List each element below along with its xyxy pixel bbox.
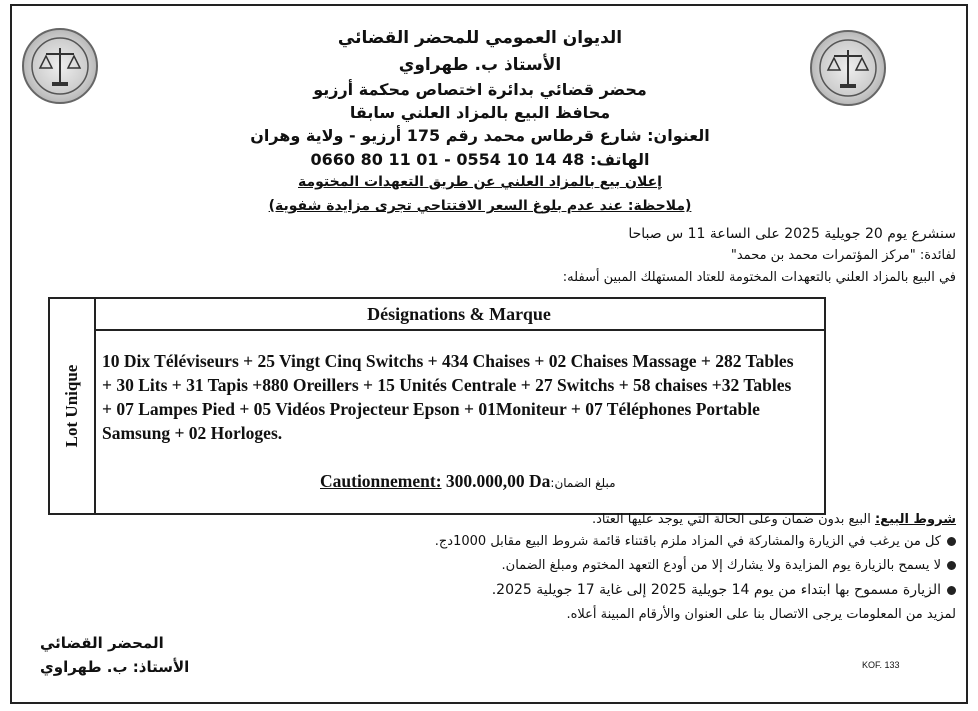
contact-line: لمزيد من المعلومات يرجى الاتصال بنا على العنوان والأرقام المبينة أعلاه.: [566, 607, 956, 622]
sale-description-line: في البيع بالمزاد العلني بالتعهدات المختومة للعتاد المستهلك المبين أسفله:: [562, 270, 956, 285]
signature-role: المحضر القضائي: [40, 634, 164, 652]
condition-item: [435, 534, 956, 549]
signature-name: الأستاذ: ب. طهراوي: [40, 658, 190, 676]
conditions-heading: [592, 512, 956, 527]
announcement-note: (ملاحظة: عند عدم بلوغ السعر الافتتاحي تجرى مزايدة شفوية): [268, 198, 692, 214]
scales-icon: [24, 30, 96, 102]
scales-icon: [812, 32, 884, 104]
condition-item: [502, 558, 956, 573]
caution-row: [320, 471, 616, 492]
address: العنوان: شارع قرطاس محمد رقم 175 أرزيو - ولاية وهران: [250, 126, 710, 145]
condition-text: الزيارة مسموح بها ابتداء من يوم 14 جويلية 2025 إلى غاية 17 جويلية 2025.: [491, 582, 941, 598]
announcement-title: إعلان بيع بالمزاد العلني عن طريق التعهدات المختومة: [298, 174, 662, 190]
caution-label: Cautionnement:: [320, 471, 442, 491]
conditions-summary: البيع بدون ضمان وعلى الحالة التي يوجد عليها العتاد.: [591, 512, 871, 527]
lot-table: [48, 297, 826, 515]
lot-column: [50, 299, 96, 513]
reference-code: KOF. 133: [862, 660, 900, 670]
court-jurisdiction: محضر قضائي بدائرة اختصاص محكمة أرزيو: [313, 80, 647, 99]
bullet-icon: [947, 561, 956, 570]
condition-text: لا يسمح بالزيارة يوم المزايدة ولا يشارك إلا من أودع التعهد المختوم ومبلغ الضمان.: [501, 558, 941, 573]
officer-name: الأستاذ ب. طهراوي: [398, 55, 562, 75]
lot-items: 10 Dix Téléviseurs + 25 Vingt Cinq Switchs + 434 Chaises + 02 Chaises Massage + 282 Tables + 30 Lits + 31 Tapis +880 Oreillers + 15 Unités Centrale + 27 Switchs + 58 chaises +32 Tables + 07 Lampes Pied + 05 Vidéos Projecteur Epson + 01Moniteur + 07 Téléphones Portable Samsung + 02 Horloges.: [102, 351, 794, 443]
court-seal-right: [810, 30, 886, 106]
caution-arabic-label: مبلغ الضمان:: [550, 476, 616, 490]
bullet-icon: [947, 537, 956, 546]
designation-heading: Désignations & Marque: [94, 299, 824, 331]
office-title: الديوان العمومي للمحضر القضائي: [337, 28, 623, 48]
condition-item: [492, 582, 956, 598]
bullet-icon: [947, 586, 956, 595]
beneficiary-line: لفائدة: "مركز المؤتمرات محمد بن محمد": [730, 248, 956, 263]
phone: الهاتف: 48 14 10 0554 - 01 11 80 0660: [310, 150, 650, 169]
court-seal-left: [22, 28, 98, 104]
caution-value: 300.000,00 Da: [445, 471, 551, 491]
condition-text: كل من يرغب في الزيارة والمشاركة في المزاد ملزم باقتناء قائمة شروط البيع مقابل 1000دج.: [434, 534, 941, 549]
former-title: محافظ البيع بالمزاد العلني سابقا: [349, 103, 611, 122]
lot-label: Lot Unique: [62, 364, 81, 448]
sale-date-line: سنشرع يوم 20 جويلية 2025 على الساعة 11 س صباحا: [628, 226, 956, 242]
conditions-title: شروط البيع:: [874, 512, 956, 527]
